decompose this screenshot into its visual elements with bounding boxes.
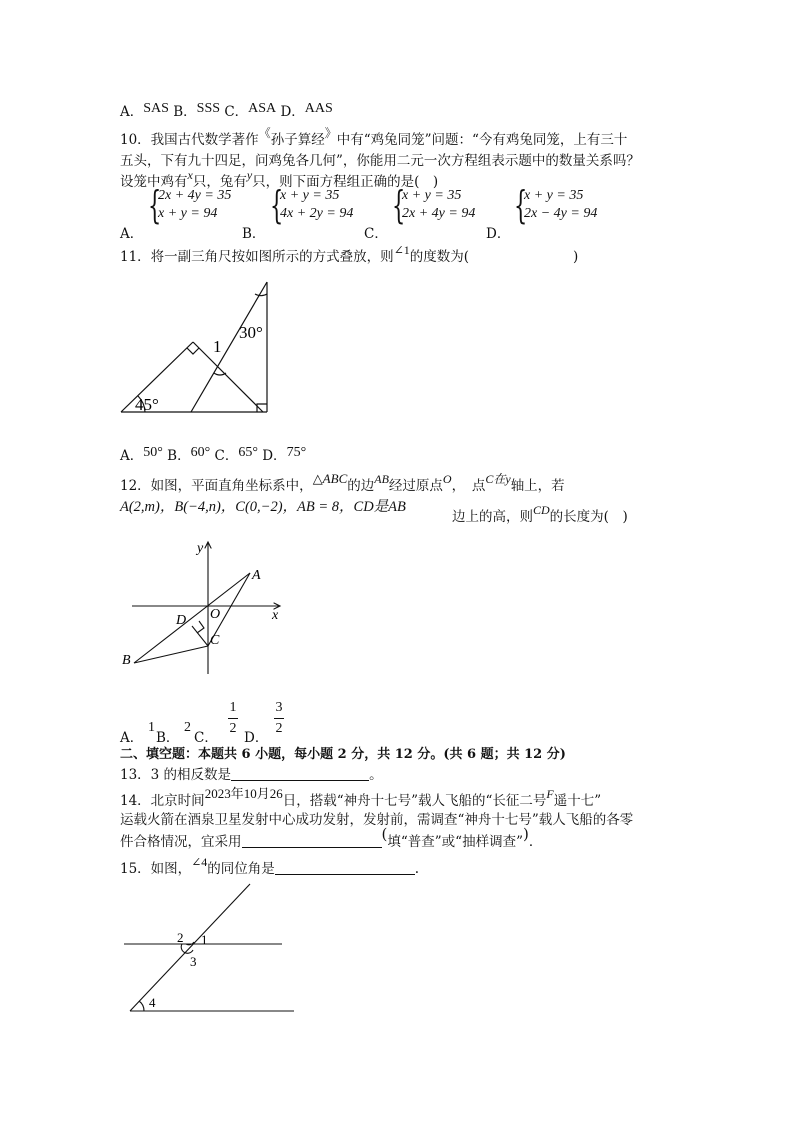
q10-book-title: 孙子算经 (270, 132, 325, 148)
q12-text: 经过原点 (388, 478, 443, 494)
q10-option-d-letter: D． (486, 226, 511, 242)
q10-var-x: x (187, 168, 193, 182)
q9-option-a: SAS (143, 101, 169, 116)
q10-option-b-letter: B． (242, 226, 266, 242)
q13-question (120, 763, 383, 783)
q9-option-b-letter: B． (173, 104, 197, 120)
q15-answer-blank[interactable] (275, 860, 415, 875)
q13-text: 13．3 的相反数是 (120, 767, 232, 783)
q10-option-d-eq1: x + y = 35 (524, 188, 584, 203)
q14-answer-blank[interactable] (242, 833, 382, 848)
q10-option-b-eq1: x + y = 35 (280, 188, 340, 203)
q12-label-b: B (122, 653, 131, 668)
q15-text: 的同位角是 (207, 861, 275, 877)
q12-option-a-letter: A． (120, 730, 144, 746)
q14-text: 日，搭载“神舟十七号”载人飞船的“长征二号 (282, 793, 547, 809)
q12-triangle: △ABC (312, 471, 348, 486)
q14-line1 (120, 786, 602, 809)
q11-option-b-letter: B． (167, 448, 191, 464)
q10-option-b-eq2: 4x + 2y = 94 (280, 206, 354, 221)
q11-option-a: 50° (143, 445, 163, 460)
q11-options (120, 444, 306, 465)
q12-option-a: 1 (148, 720, 155, 735)
q10-option-c-eq1: x + y = 35 (402, 188, 462, 203)
q12-label-o: O (210, 607, 221, 622)
q11-option-b: 60° (190, 445, 211, 460)
q12-option-d-letter: D． (244, 730, 269, 746)
q15-label-3: 3 (190, 954, 197, 969)
q12-option-b-letter: B． (156, 730, 180, 746)
q9-option-d-letter: D． (280, 104, 305, 120)
q12-label-d: D (176, 613, 187, 628)
brace-icon: { (514, 183, 528, 227)
q15-label-1: 1 (201, 932, 208, 947)
q15-label-2: 2 (177, 930, 184, 945)
q12-figure (120, 538, 290, 678)
q10-option-a-eq2: x + y = 94 (158, 206, 218, 221)
q10-line2: 五头，下有九十四足，问鸡兔各几何”，你能用二元一次方程组表示题中的数量关系吗？ (120, 153, 640, 169)
q14-date: 2023年10月26 (204, 786, 283, 801)
q10-text: 设笼中鸡有 (120, 174, 188, 190)
q15-figure (120, 880, 300, 1020)
q15-label-4: 4 (149, 995, 156, 1010)
q15-question (120, 857, 419, 877)
q12-coords: A(2,m)，B(−4,n)，C(0,−2)，AB = 8，CD是AB (120, 499, 406, 515)
q10-var-y: y (246, 168, 253, 182)
q12-label-x: x (272, 608, 279, 623)
q9-option-c: ASA (248, 101, 277, 116)
q10-book-open: 《 (258, 126, 271, 140)
q12-option-b: 2 (184, 720, 191, 735)
q12-text: 的长度为( ) (549, 509, 628, 525)
q14-text: 14．北京时间 (120, 793, 205, 809)
q11-angle: ∠1 (393, 243, 410, 257)
q10-option-a-eq1: 2x + 4y = 35 (158, 188, 232, 203)
q11-option-d-letter: D． (262, 448, 287, 464)
q10-option-c-letter: C． (364, 226, 388, 242)
q12-cd: CD (533, 503, 550, 517)
section2-title: 二、填空题：本题共 6 小题，每小题 2 分，共 12 分。(共 6 题；共 12 分) (120, 747, 566, 762)
q11-question (120, 245, 578, 265)
q12-text: 的边 (347, 478, 375, 494)
q14-paren: ) (522, 825, 529, 843)
q9-option-c-letter: C． (224, 104, 249, 120)
q13-text: 。 (369, 767, 383, 783)
q12-ab: AB (374, 472, 389, 486)
q12-line2 (452, 505, 628, 525)
q12-text: 边上的高，则 (452, 509, 533, 525)
q11-option-d: 75° (286, 445, 307, 460)
q11-label-45: 45° (135, 395, 159, 414)
q10-text: 只，则下面方程组正确的是( ) (252, 174, 439, 190)
q11-figure (115, 278, 275, 418)
q15-text: . (414, 861, 420, 877)
q9-options (120, 100, 333, 121)
q10-option-c-eq2: 2x + 4y = 94 (402, 206, 476, 221)
q9-option-b: SSS (196, 101, 221, 116)
brace-icon: { (392, 183, 406, 227)
q11-text: 11．将一副三角尺按如图所示的方式叠放，则 (120, 249, 394, 265)
q14-paren: ( (381, 825, 388, 843)
q15-text: 15．如图， (120, 861, 192, 877)
q14-text: 遥十七” (553, 793, 602, 809)
q11-label-1: 1 (213, 337, 222, 356)
q12-option-d-frac (274, 700, 284, 737)
q10-option-d-eq2: 2x − 4y = 94 (524, 206, 598, 221)
q12-label-a: A (252, 568, 261, 583)
q12-text: 轴上，若 (510, 478, 565, 494)
q14-text: 件合格情况，宜采用 (120, 834, 242, 850)
q9-option-a-letter: A． (120, 104, 144, 120)
q14-text: ． (528, 834, 543, 850)
q14-text: 填“普查”或“抽样调查” (387, 834, 523, 850)
q10-text: 中有“鸡兔同笼”问题：“今有鸡兔同笼，上有三十 (336, 132, 628, 148)
q13-answer-blank[interactable] (231, 766, 369, 781)
q11-text: 的度数为( (409, 249, 470, 265)
q12-option-d-num: 3 (275, 700, 283, 715)
q12-label-c: C (210, 633, 220, 648)
q11-option-c-letter: C． (214, 448, 239, 464)
q12-label-y: y (197, 541, 204, 556)
q12-c-on-y: C在y (485, 472, 511, 486)
brace-icon: { (148, 183, 162, 227)
q12-option-c-letter: C． (194, 730, 218, 746)
q14-line2: 运载火箭在酒泉卫星发射中心成功发射，发射前，需调查“神舟十七号”载人飞船的各零 (120, 812, 634, 828)
q12-option-c-den: 2 (229, 721, 237, 736)
q10-option-a-letter: A． (120, 226, 144, 242)
q12-text: ， 点 (451, 478, 486, 494)
q12-line1 (120, 471, 565, 494)
q12-option-d-den: 2 (275, 721, 283, 736)
q12-option-c-num: 1 (229, 700, 237, 715)
q10-book-close: 》 (324, 126, 337, 140)
q9-option-d: AAS (304, 101, 333, 116)
q10-line1 (120, 128, 627, 148)
q12-origin: O (442, 472, 452, 486)
q11-option-a-letter: A． (120, 448, 144, 464)
q14-line3 (120, 825, 543, 850)
q15-angle: ∠4 (191, 855, 208, 869)
q11-option-c: 65° (238, 445, 258, 460)
q12-option-c-frac (228, 700, 238, 737)
q12-text: 12．如图，平面直角坐标系中， (120, 478, 313, 494)
q10-text: 10．我国古代数学著作 (120, 132, 259, 148)
q11-text: ) (573, 249, 579, 265)
q14-f: F (546, 787, 554, 801)
q11-label-30: 30° (239, 323, 263, 342)
brace-icon: { (270, 183, 284, 227)
q10-text: 只，兔有 (192, 174, 247, 190)
